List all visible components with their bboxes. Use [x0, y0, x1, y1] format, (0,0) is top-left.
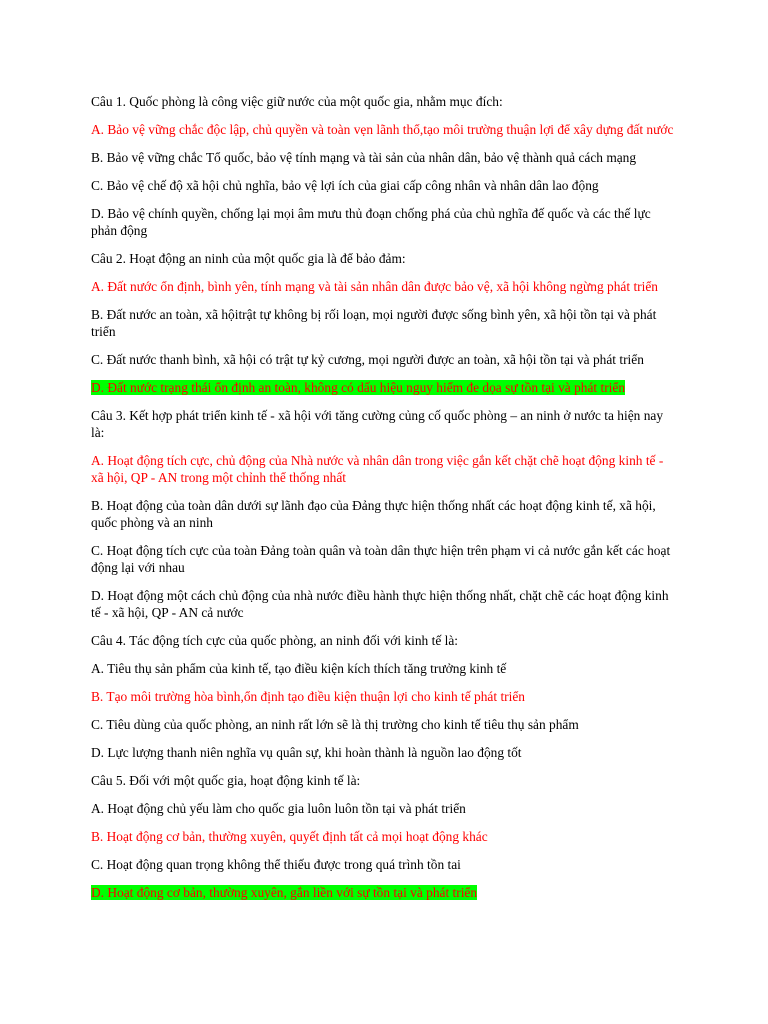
paragraph-text: A. Tiêu thụ sản phẩm của kinh tế, tạo điều kiện kích thích tăng trưởng kinh tế	[91, 661, 507, 676]
paragraph-text: Câu 3. Kết hợp phát triển kinh tế - xã hội với tăng cường củng cố quốc phòng – an ninh ở nước ta hiện nay là:	[91, 408, 664, 440]
question-2-option-d	[91, 379, 676, 396]
question-5-prompt	[91, 772, 676, 789]
question-5-option-a	[91, 800, 676, 817]
question-1-option-b	[91, 149, 676, 166]
paragraph-text: A. Đất nước ổn định, bình yên, tính mạng và tài sản nhân dân được bảo vệ, xã hội không ngừng phát triển	[91, 279, 658, 294]
question-4-prompt	[91, 632, 676, 649]
question-5-option-c	[91, 856, 676, 873]
paragraph-text: D. Lực lượng thanh niên nghĩa vụ quân sự, khi hoàn thành là nguồn lao động tốt	[91, 745, 522, 760]
paragraph-text: A. Hoạt động chủ yếu làm cho quốc gia luôn luôn tồn tại và phát triển	[91, 801, 466, 816]
paragraph-text: B. Hoạt động của toàn dân dưới sự lãnh đạo của Đảng thực hiện thống nhất các hoạt động kinh tế, xã hội, quốc phòng và an ninh	[91, 498, 656, 530]
paragraph-text: B. Hoạt động cơ bản, thường xuyên, quyết định tất cả mọi hoạt động khác	[91, 829, 488, 844]
paragraph-text: C. Tiêu dùng của quốc phòng, an ninh rất lớn sẽ là thị trường cho kinh tế tiêu thụ sản phẩm	[91, 717, 579, 732]
paragraph-text: Câu 5. Đối với một quốc gia, hoạt động kinh tế là:	[91, 773, 361, 788]
question-4-option-d	[91, 744, 676, 761]
highlighted-text: D. Đất nước trạng thái ổn định an toàn, không có dấu hiệu nguy hiểm đe dọa sự tồn tại và phát triển	[91, 380, 626, 395]
question-5-option-d	[91, 884, 676, 901]
question-3-option-b	[91, 497, 676, 531]
question-4-option-a	[91, 660, 676, 677]
question-2-option-a	[91, 278, 676, 295]
question-5-option-b	[91, 828, 676, 845]
question-3-option-d	[91, 587, 676, 621]
paragraph-text: B. Tạo môi trường hòa bình,ổn định tạo điều kiện thuận lợi cho kinh tế phát triển	[91, 689, 525, 704]
paragraph-text: B. Đất nước an toàn, xã hộitrật tự không bị rối loạn, mọi người được sống bình yên, xã hội tồn tại và phát triển	[91, 307, 657, 339]
paragraph-text: C. Hoạt động quan trọng không thể thiếu được trong quá trình tồn tai	[91, 857, 461, 872]
question-1-option-c	[91, 177, 676, 194]
paragraph-text: C. Đất nước thanh bình, xã hội có trật tự kỷ cương, mọi người được an toàn, xã hội tồn tại và phát triển	[91, 352, 644, 367]
paragraph-text: Câu 1. Quốc phòng là công việc giữ nước của một quốc gia, nhằm mục đích:	[91, 94, 503, 109]
paragraph-text: C. Hoạt động tích cực của toàn Đảng toàn quân và toàn dân thực hiện trên phạm vi cả nước gắn kết các hoạt động lại với nhau	[91, 543, 671, 575]
question-3-prompt	[91, 407, 676, 441]
question-2-option-c	[91, 351, 676, 368]
question-3-option-a	[91, 452, 676, 486]
question-2-option-b	[91, 306, 676, 340]
paragraph-text: D. Hoạt động một cách chủ động của nhà nước điều hành thực hiện thống nhất, chặt chẽ các hoạt động kinh tế - xã hội, QP - AN cả nước	[91, 588, 669, 620]
paragraph-text: Câu 4. Tác động tích cực của quốc phòng, an ninh đối với kinh tế là:	[91, 633, 458, 648]
question-1-option-a	[91, 121, 676, 138]
paragraph-text: C. Bảo vệ chế độ xã hội chủ nghĩa, bảo vệ lợi ích của giai cấp công nhân và nhân dân lao động	[91, 178, 599, 193]
question-1-prompt	[91, 93, 676, 110]
paragraph-text: D. Bảo vệ chính quyền, chống lại mọi âm mưu thủ đoạn chống phá của chủ nghĩa đế quốc và các thế lực phản động	[91, 206, 651, 238]
question-4-option-b	[91, 688, 676, 705]
paragraph-text: B. Bảo vệ vững chắc Tổ quốc, bảo vệ tính mạng và tài sản của nhân dân, bảo vệ thành quả cách mạng	[91, 150, 637, 165]
question-1-option-d	[91, 205, 676, 239]
paragraph-text: A. Bảo vệ vững chắc độc lập, chủ quyền và toàn vẹn lãnh thổ,tạo môi trường thuận lợi để xây dựng đất nước	[91, 122, 674, 137]
question-3-option-c	[91, 542, 676, 576]
question-2-prompt	[91, 250, 676, 267]
highlighted-text: D. Hoạt động cơ bản, thường xuyên, gắn liền với sự tồn tại và phát triển	[91, 885, 478, 900]
paragraph-text: A. Hoạt động tích cực, chủ động của Nhà nước và nhân dân trong việc gắn kết chặt chẽ hoạt động kinh tế - xã hội, QP - AN trong một chỉnh thể thống nhất	[91, 453, 664, 485]
paragraph-text: Câu 2. Hoạt động an ninh của một quốc gia là để bảo đảm:	[91, 251, 406, 266]
question-4-option-c	[91, 716, 676, 733]
